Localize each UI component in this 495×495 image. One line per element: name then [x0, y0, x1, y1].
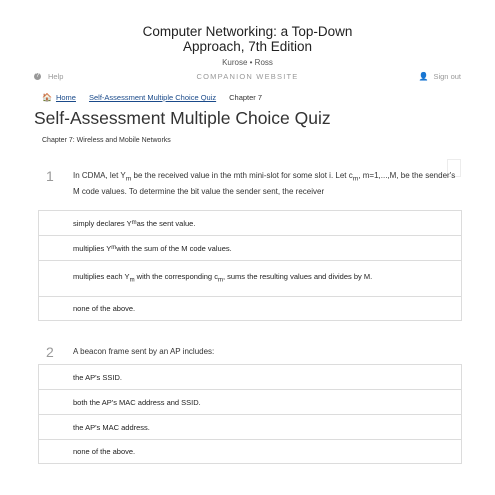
site-header: [0, 0, 495, 67]
answer-option[interactable]: simply declares Y m as the sent value.: [38, 210, 462, 235]
top-bar: [34, 72, 461, 84]
answer-option[interactable]: none of the above.: [38, 439, 462, 464]
help-label: Help: [48, 72, 64, 81]
help-icon: ?: [35, 73, 40, 79]
sign-out-link[interactable]: [419, 72, 462, 81]
authors: Kurose • Ross: [222, 58, 273, 67]
answer-option[interactable]: none of the above.: [38, 296, 462, 321]
question-text: A beacon frame sent by an AP includes:: [73, 347, 215, 356]
question-number: 1: [46, 168, 54, 184]
answer-option[interactable]: the AP's SSID.: [38, 364, 462, 389]
breadcrumb-current: Chapter 7: [229, 93, 263, 102]
answer-list-2: [38, 364, 462, 464]
book-title-line1: Computer Networking: a Top-Down: [142, 24, 353, 39]
question-text: In CDMA, let $Y_m$ be the received value in the mth mini-slot for some slot i. Let $c_m$, m=1,...,M, be the sender's M code values. To determine the bit value the sender sent, the receiver: [73, 171, 456, 197]
question-number: 2: [46, 344, 54, 360]
user-icon: 👤: [418, 72, 429, 81]
sign-out-label: Sign out: [433, 72, 461, 81]
breadcrumb-quiz-link[interactable]: Self-Assessment Multiple Choice Quiz: [88, 93, 217, 102]
breadcrumb: [42, 93, 262, 102]
home-icon: 🏠: [42, 93, 52, 102]
page-title: Self-Assessment Multiple Choice Quiz: [34, 108, 331, 128]
breadcrumb-home-link[interactable]: Home: [55, 93, 76, 102]
answer-list-1: [38, 210, 462, 321]
answer-option[interactable]: multiplies Y m with the sum of the M code values.: [38, 235, 462, 260]
book-title-line2: Approach, 7th Edition: [182, 39, 313, 54]
companion-website-label: COMPANION WEBSITE: [196, 72, 299, 81]
answer-option[interactable]: both the AP's MAC address and SSID.: [38, 389, 462, 414]
answer-option[interactable]: multiplies each $Y_m$ with the corresponding $c_m$, sums the resulting values and divides by M.: [38, 260, 462, 296]
answer-option[interactable]: the AP's MAC address.: [38, 414, 462, 439]
chapter-title: Chapter 7: Wireless and Mobile Networks: [42, 137, 171, 144]
